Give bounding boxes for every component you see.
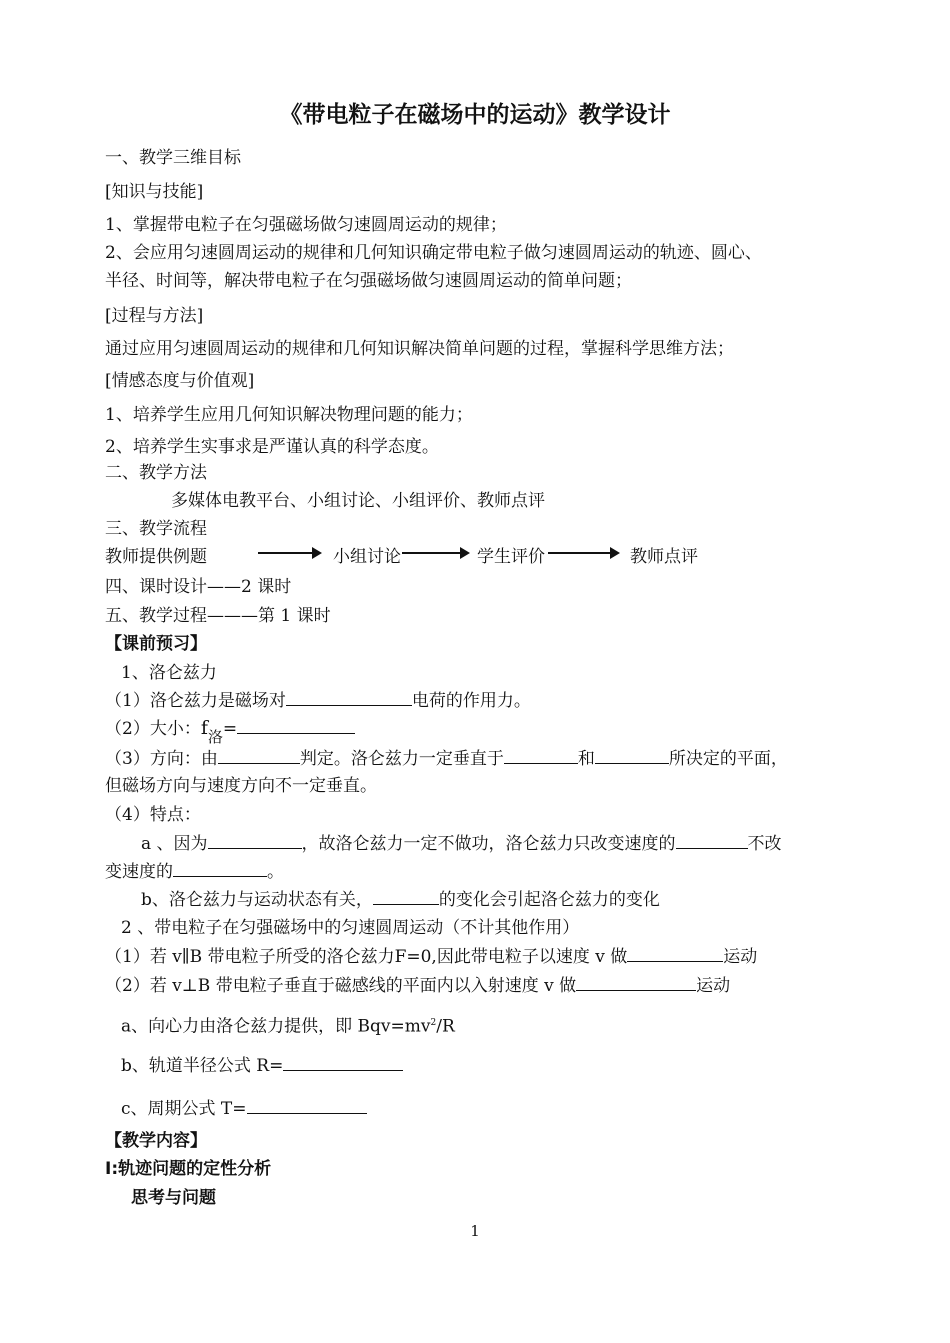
preview-q3: （3）方向：由 判定。洛仑兹力一定垂直于 和 所决定的平面， (105, 749, 788, 769)
blank (237, 718, 355, 734)
knowledge-item-1: 1、掌握带电粒子在匀强磁场做匀速圆周运动的规律； (105, 215, 507, 235)
preview-q3-cont: 但磁场方向与速度方向不一定垂直。 (105, 776, 377, 796)
blank (173, 861, 267, 877)
flow-step-1: 教师提供例题 (105, 547, 207, 567)
flow-arrow-3 (548, 552, 618, 554)
flow-arrow-1 (258, 552, 320, 554)
motion-a: a、向心力由洛仑兹力提供，即 $Bqv=mv^2/R$ (121, 1016, 455, 1037)
content-heading: 【教学内容】 (105, 1131, 207, 1151)
blank (627, 946, 723, 962)
process-heading: [过程与方法] (105, 306, 204, 326)
knowledge-item-2b: 半径、时间等，解决带电粒子在匀强磁场做匀速圆周运动的简单问题； (105, 271, 632, 291)
emotion-heading: [情感态度与价值观] (105, 371, 255, 391)
preview-q2: （2）大小：f洛= (105, 717, 355, 740)
section-5-heading: 五、教学过程———第 1 课时 (105, 606, 331, 626)
page-number: 1 (470, 1222, 480, 1240)
motion-c: c、周期公式 T= (121, 1098, 367, 1120)
preview-topic-2: 2 、带电粒子在匀强磁场中的匀速圆周运动（不计其他作用） (121, 918, 580, 938)
motion-case-2: （2）若 v⊥B 带电粒子垂直于磁感线的平面内以入射速度 v 做 运动 (105, 976, 731, 996)
blank (283, 1055, 403, 1071)
blank (208, 833, 302, 849)
blank (373, 889, 439, 905)
preview-topic-1: 1、洛仑兹力 (121, 663, 217, 683)
process-item-1: 通过应用匀速圆周运动的规律和几何知识解决简单问题的过程，掌握科学思维方法； (105, 339, 734, 359)
flow-step-4: 教师点评 (630, 547, 698, 567)
preview-q1: （1）洛仑兹力是磁场对 电荷的作用力。 (105, 691, 531, 711)
emotion-item-1: 1、培养学生应用几何知识解决物理问题的能力； (105, 405, 473, 425)
content-subheading-2: 思考与问题 (131, 1188, 216, 1208)
blank (595, 748, 669, 764)
section-2-heading: 二、教学方法 (105, 463, 207, 483)
blank (676, 833, 748, 849)
section-3-heading: 三、教学流程 (105, 519, 207, 539)
preview-q4a-cont: 变速度的 。 (105, 862, 284, 882)
blank (247, 1098, 367, 1114)
preview-q4b: b、洛仑兹力与运动状态有关， 的变化会引起洛仑兹力的变化 (141, 890, 660, 910)
flow-arrow-2 (402, 552, 468, 554)
flow-step-3: 学生评价 (477, 547, 545, 567)
document-title: 《带电粒子在磁场中的运动》教学设计 (279, 102, 671, 128)
emotion-item-2: 2、培养学生实事求是严谨认真的科学态度。 (105, 437, 439, 457)
preview-q4: （4）特点： (105, 805, 201, 825)
section-1-heading: 一、教学三维目标 (105, 148, 241, 168)
knowledge-item-2a: 2、会应用匀速圆周运动的规律和几何知识确定带电粒子做匀速圆周运动的轨迹、圆心、 (105, 243, 762, 263)
preview-q4a: a 、因为 ，故洛仑兹力一定不做功，洛仑兹力只改变速度的 不改 (141, 834, 782, 854)
blank (218, 748, 300, 764)
knowledge-heading: [知识与技能] (105, 182, 204, 202)
motion-b: b、轨道半径公式 R= (121, 1055, 403, 1077)
section-4-heading: 四、课时设计——2 课时 (105, 577, 292, 597)
motion-case-1: （1）若 v∥B 带电粒子所受的洛仑兹力F=0,因此带电粒子以速度 v 做 运动 (105, 947, 758, 967)
preview-heading: 【课前预习】 (105, 634, 207, 654)
blank (286, 690, 412, 706)
content-subheading-1: Ⅰ:轨迹问题的定性分析 (105, 1159, 272, 1179)
flow-step-2: 小组讨论 (333, 547, 401, 567)
section-2-body: 多媒体电教平台、小组讨论、小组评价、教师点评 (171, 491, 545, 511)
blank (504, 748, 578, 764)
blank (576, 975, 696, 991)
